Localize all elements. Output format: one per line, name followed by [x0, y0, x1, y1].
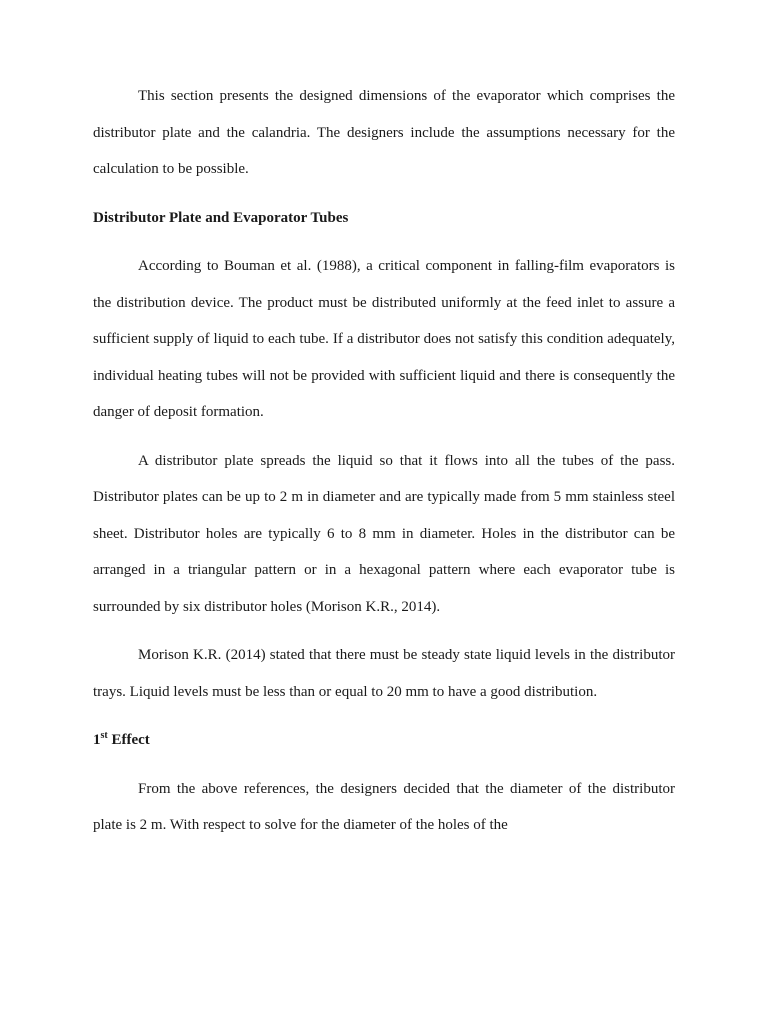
intro-paragraph: This section presents the designed dimensions of the evaporator which comprises the distributor plate and the calandria. The designers include the assumptions necessary for the calculation to be possible.: [93, 88, 675, 177]
section-heading-first-effect: [93, 722, 675, 759]
document-page: [93, 78, 675, 844]
paragraph-gap: [93, 759, 675, 771]
first-effect-superscript: st: [100, 730, 108, 741]
distributor-plate-paragraph: A distributor plate spreads the liquid so that it flows into all the tubes of the pass. Distributor plates can be up to 2 m in diameter and are typically made from 5 mm stainless steel sheet. Distributor holes are typically 6 to 8 mm in diameter. Holes in the distributor can be arranged in a triangular pattern or in a hexagonal pattern where each evaporator tube is surrounded by six distributor holes (Morison K.R., 2014).: [93, 452, 675, 615]
morison-paragraph: Morison K.R. (2014) stated that there must be steady state liquid levels in the distributor trays. Liquid levels must be less than or equal to 20 mm to have a good distribution.: [93, 647, 675, 700]
first-effect-label: Effect: [107, 732, 150, 748]
bouman-paragraph: According to Bouman et al. (1988), a critical component in falling-film evaporators is the distribution device. The product must be distributed uniformly at the feed inlet to assure a sufficient supply of liquid to each tube. If a distributor does not satisfy this condition adequately, individual heating tubes will not be provided with sufficient liquid and there is consequently the danger of deposit formation.: [93, 258, 675, 420]
paragraph-gap: [93, 236, 675, 248]
paragraph-gap: [93, 625, 675, 637]
paragraph-gap: [93, 710, 675, 722]
paragraph-gap: [93, 188, 675, 200]
paragraph-gap: [93, 431, 675, 443]
first-effect-paragraph: From the above references, the designers decided that the diameter of the distributor plate is 2 m. With respect to solve for the diameter of the holes of the: [93, 780, 675, 833]
section-heading-distributor: Distributor Plate and Evaporator Tubes: [93, 209, 349, 226]
first-effect-number: 1: [93, 732, 101, 748]
